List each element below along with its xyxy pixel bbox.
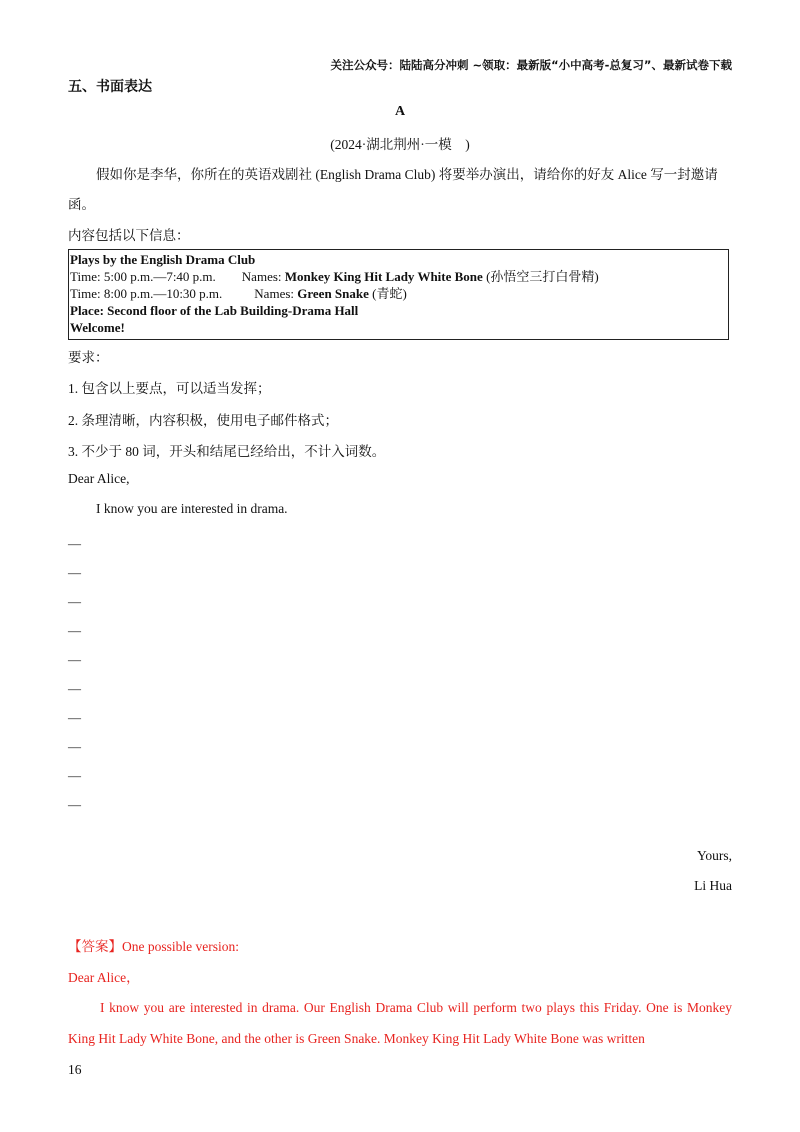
blank-line: — — [68, 768, 81, 783]
letter-signature: Li Hua — [694, 878, 732, 893]
answer-salutation: Dear Alice， — [68, 970, 140, 985]
play1-name: Monkey King Hit Lady White Bone — [284, 269, 483, 284]
play2-chinese-name: (青蛇) — [368, 286, 407, 301]
answer-text: I know you are interested in drama. Our English Drama Club will perform two plays this Friday. One is Monkey King Hit Lady White Bone, and the other is Green Snake. Monkey King Hit Lady White Bone was written — [68, 1000, 732, 1046]
answer-label: 【答案】One possible version: — [68, 939, 239, 954]
page-header: 关注公众号：陆陆高分冲刺 ~领取：最新版“小中高考-总复习”、最新试卷下载 — [330, 58, 732, 72]
blank-line: — — [68, 565, 81, 580]
info-box — [68, 249, 729, 340]
info-box-title: Plays by the English Drama Club — [70, 252, 256, 267]
blank-line: — — [68, 739, 81, 754]
blank-line: — — [68, 652, 81, 667]
info-box-welcome: Welcome! — [70, 320, 125, 335]
prompt-paragraph — [68, 160, 732, 220]
info-box-play1 — [70, 268, 728, 285]
content-label: 内容包括以下信息： — [68, 228, 190, 243]
blank-line: — — [68, 594, 81, 609]
requirements-label: 要求： — [68, 350, 109, 365]
requirement-item: 2. 条理清晰，内容积极，使用电子邮件格式； — [68, 413, 338, 428]
play2-names-label: Names: — [254, 286, 298, 301]
play1-time: Time: 5:00 p.m.—7:40 p.m. — [70, 269, 216, 284]
blank-line: — — [68, 681, 81, 696]
letter-closing: Yours, — [696, 848, 732, 863]
requirement-item: 1. 包含以上要点，可以适当发挥； — [68, 381, 271, 396]
info-box-place: Place: Second floor of the Lab Building-Drama Hall — [70, 303, 359, 318]
prompt-text: 假如你是李华，你所在的英语戏剧社 (English Drama Club) 将要举办演出，请给你的好友 Alice 写一封邀请函。 — [68, 167, 718, 212]
play2-time: Time: 8:00 p.m.—10:30 p.m. — [70, 286, 223, 301]
page-number: 16 — [68, 1062, 82, 1077]
answer-paragraph — [68, 992, 732, 1054]
section-title: 五、书面表达 — [68, 79, 152, 95]
letter-salutation: Dear Alice, — [68, 471, 130, 486]
play1-names-label: Names: — [241, 269, 285, 284]
blank-line: — — [68, 710, 81, 725]
blank-line: — — [68, 797, 81, 812]
blank-line: — — [68, 623, 81, 638]
letter-opening: I know you are interested in drama. — [96, 501, 288, 516]
play1-chinese-name: (孙悟空三打白骨精) — [482, 269, 599, 284]
requirement-item: 3. 不少于 80 词，开头和结尾已经给出，不计入词数。 — [68, 444, 386, 459]
question-source: (2024·湖北荆州·一模 ) — [330, 137, 470, 152]
play2-name: Green Snake — [297, 286, 369, 301]
info-box-play2 — [70, 285, 728, 302]
blank-line: — — [68, 536, 81, 551]
part-label: A — [394, 104, 406, 119]
